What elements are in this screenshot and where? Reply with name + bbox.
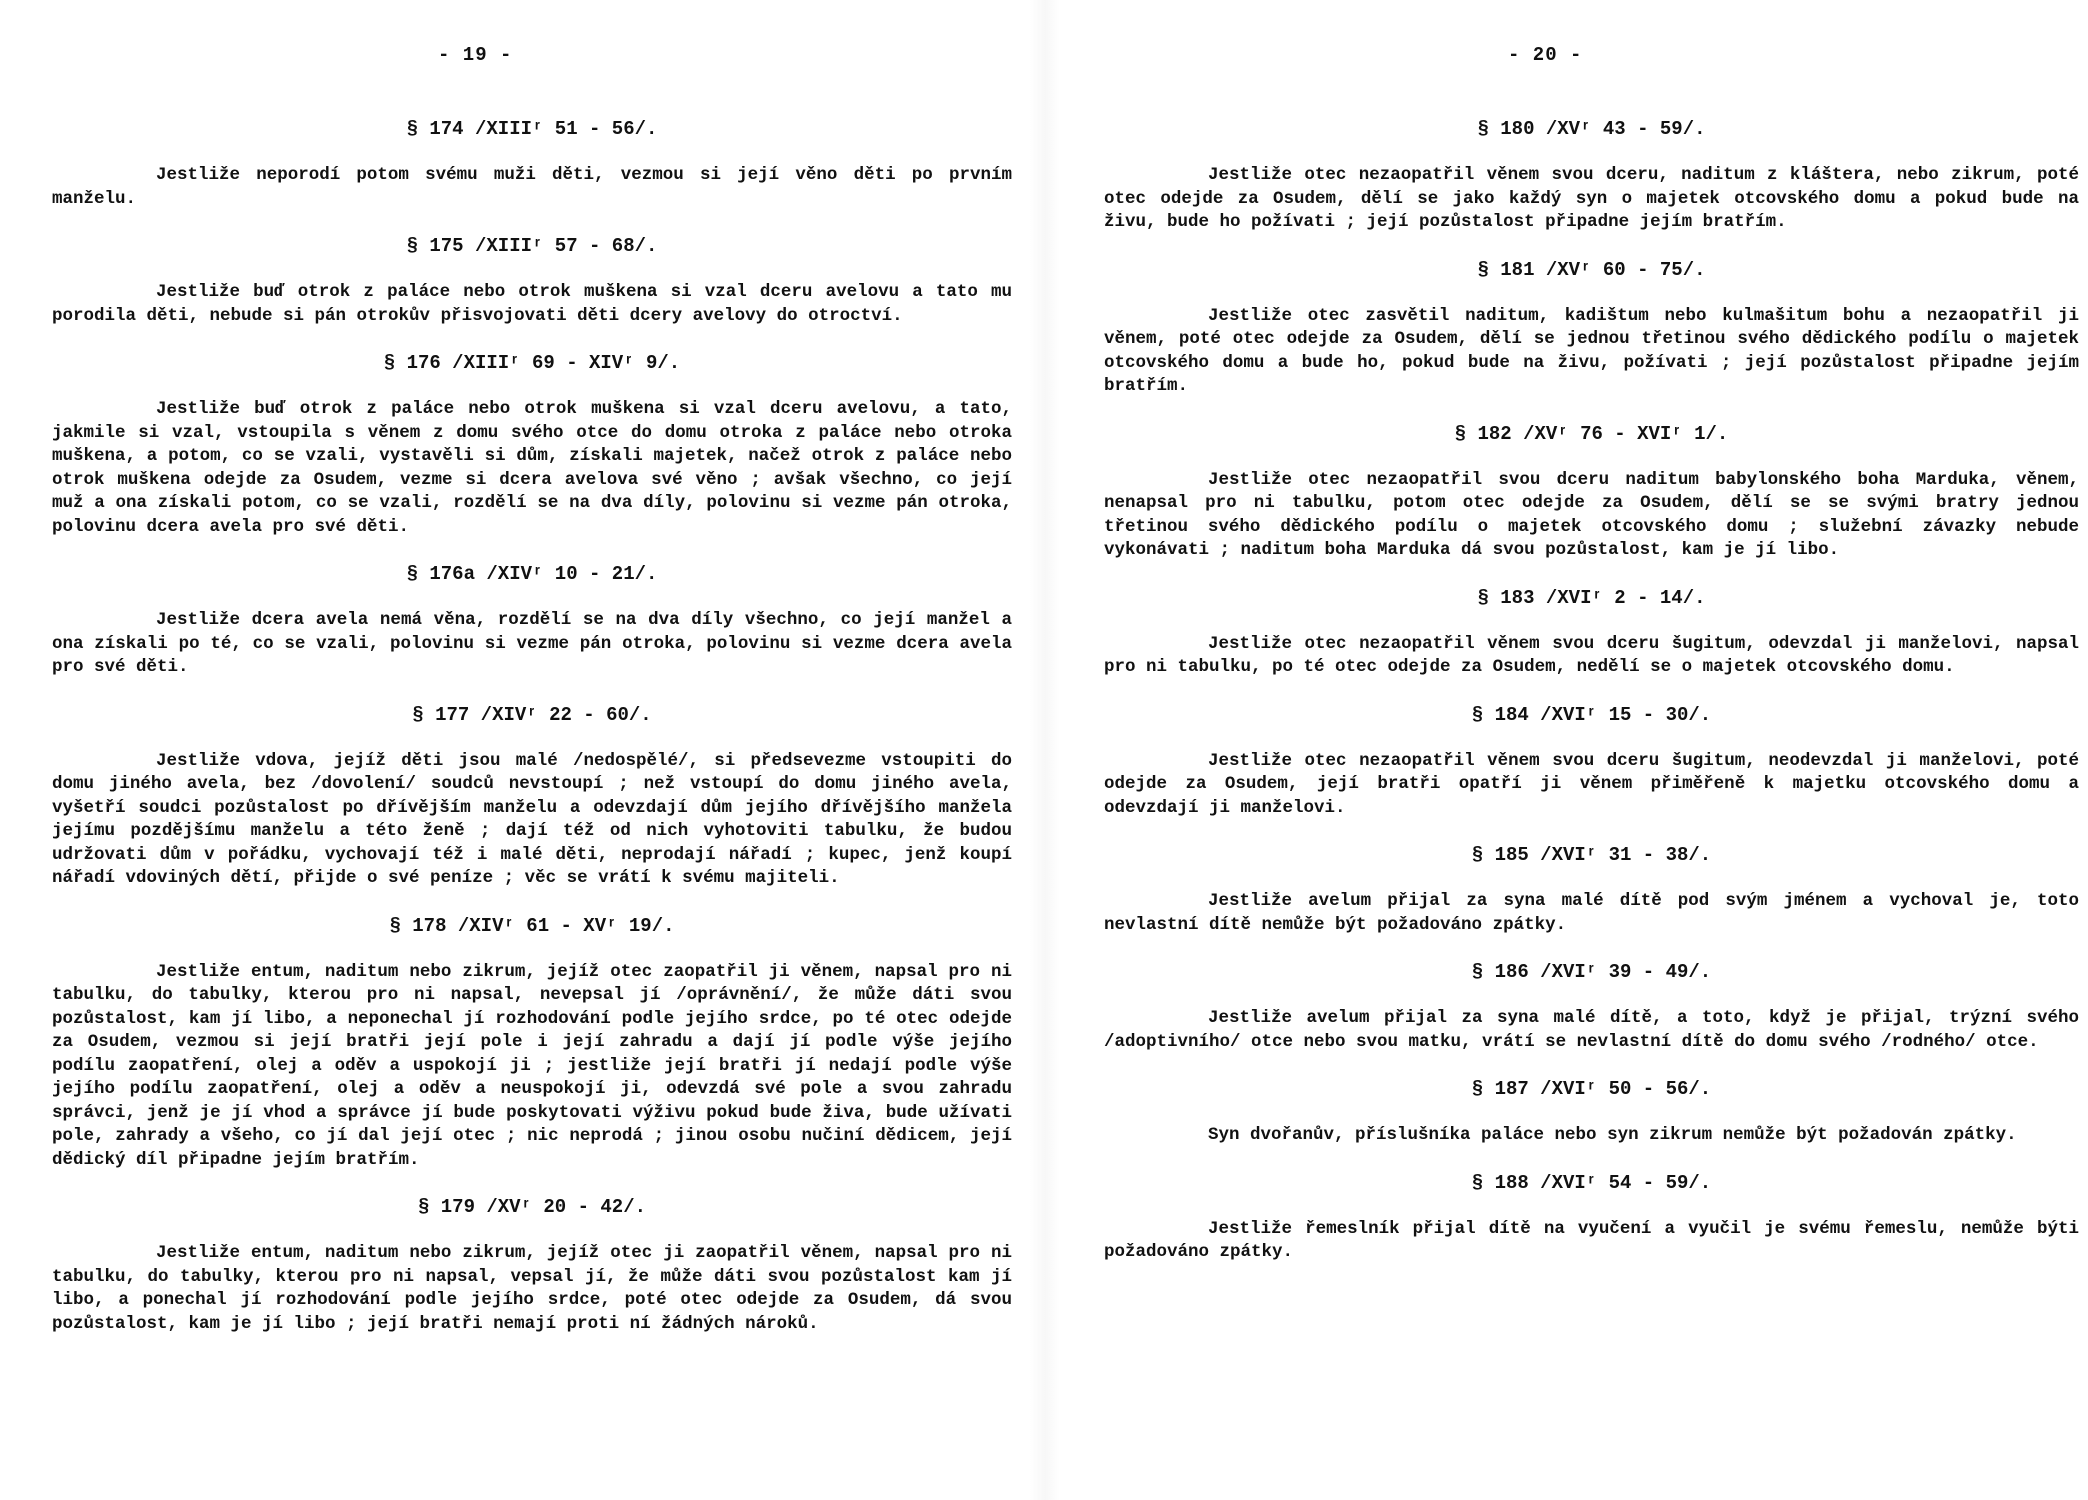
section-text-content: Jestliže entum, naditum nebo zikrum, jejíž otec zaopatřil ji věnem, napsal pro ni tabulku, do tabulky, kterou pro ni napsal, nevepsal jí /oprávnění/, že může dáti svou pozůstalost, kam jí libo, a neponechal jí rozhodování podle jejího srdce, po té otec odejde za Osudem, vezmou si její bratři její pole i její zahradu a dají jí podle výše jejího podílu zaopatření, olej a oděv a uspokojí ji ; jestliže její bratři jí nedají podle výše jejího podílu zaopatření, olej a oděv a neuspokojí ji, odevzdá své pole a svou zahradu správci, jenž je jí vhod a správce jí bude poskytovati výživu pokud bude živa, bude užívati pole, zahrady a všeho, co jí dal její otec ; nic neprodá ; jinou osobu nučiní dědicem, její dědický díl připadne jejím bratřím.: [52, 961, 1012, 1170]
page-content: [1104, 116, 2079, 1287]
section-heading: § 174 /XIIIʳ 51 - 56/.: [406, 118, 658, 140]
right-page: [1060, 0, 2088, 1500]
section-text: [52, 609, 1012, 680]
section-text-content: Jestliže řemeslník přijal dítě na vyučení a vyučil je svému řemeslu, nemůže býti požadováno zpátky.: [1104, 1218, 2079, 1262]
section-heading: § 187 /XVIʳ 50 - 56/.: [1471, 1078, 1712, 1100]
section-heading: § 180 /XVʳ 43 - 59/.: [1477, 118, 1706, 140]
section-text-content: Jestliže avelum přijal za syna malé dítě pod svým jménem a vychoval je, toto nevlastní dítě nemůže být požadováno zpátky.: [1104, 891, 2079, 935]
section-text-content: Jestliže entum, naditum nebo zikrum, jejíž otec ji zaopatřil věnem, napsal pro ni tabulku, do tabulky, kterou pro ni napsal, vepsal jí, že může dáti svou pozůstalost kam jí libo, a ponechal jí rozhodování podle jejího srdce, poté otec odejde za Osudem, dá svou pozůstalost, kam je jí libo ; její bratři nemají proti ní žádných nároků.: [52, 1243, 1012, 1334]
section-text-content: Jestliže avelum přijal za syna malé dítě, a toto, když je přijal, trýzní svého /adoptivního/ otce nebo svou matku, vrátí se nevlastní dítě do domu svého /rodného/ otce.: [1104, 1008, 2079, 1052]
section-heading: § 183 /XVIʳ 2 - 14/.: [1477, 586, 1706, 609]
section-text-content: Jestliže otec nezaopatřil věnem svou dceru šugitum, neodevzdal ji manželovi, poté odejde za Osudem, její bratři opatří ji věnem přiměřeně k majetku otcovského domu a odevzdají ji manželovi.: [1104, 750, 2079, 818]
section-heading: § 182 /XVʳ 76 - XVIʳ 1/.: [1454, 422, 1729, 445]
section-heading: § 176a /XIVʳ 10 - 21/.: [406, 563, 658, 585]
section-text: [52, 750, 1012, 891]
section-text: [1104, 1218, 2079, 1265]
section-text-content: Syn dvořanův, příslušníka paláce nebo syn zikrum nemůže být požadován zpátky.: [1208, 1125, 2017, 1145]
section-text: [52, 398, 1012, 539]
left-page: [0, 0, 1040, 1500]
section-heading: § 181 /XVʳ 60 - 75/.: [1477, 258, 1706, 281]
section-text: [52, 1242, 1012, 1336]
section-heading: § 175 /XIIIʳ 57 - 68/.: [406, 235, 658, 257]
section-heading: § 185 /XVIʳ 31 - 38/.: [1471, 844, 1712, 866]
section-text: [1104, 305, 2079, 399]
section-heading: § 176 /XIIIʳ 69 - XIVʳ 9/.: [383, 352, 681, 374]
page-number: - 19 -: [438, 44, 513, 66]
section-heading: § 186 /XVIʳ 39 - 49/.: [1471, 961, 1712, 983]
section-text-content: Jestliže vdova, jejíž děti jsou malé /nedospělé/, si předsevezme vstoupiti do domu jiného avela, bez /dovolení/ soudců nevstoupí ; než vstoupí do domu jiného avela, vyšetří soudci pozůstalost po dřívějším manželu a odevzdají dům jejího dřívějšího manžela jejímu pozdějšímu manželu a této ženě ; dají též od nich vyhotoviti tabulku, že budou udržovati dům v pořádku, vychovají též i malé děti, neprodají nářadí ; kupec, jenž koupí nářadí vdoviných dětí, přijde o své peníze ; věc se vrátí k svému majiteli.: [52, 750, 1012, 888]
section-heading: § 188 /XVIʳ 54 - 59/.: [1471, 1171, 1712, 1194]
section-text: [1104, 890, 2079, 937]
section-text-content: Jestliže buď otrok z paláce nebo otrok muškena si vzal dceru avelovu a tato mu porodila děti, nebude si pán otrokův přisvojovati děti dcery avelovy do otroctví.: [52, 282, 1012, 326]
page-gutter: [1030, 0, 1060, 1500]
section-text: [52, 281, 1012, 328]
section-text-content: Jestliže buď otrok z paláce nebo otrok muškena si vzal dceru avelovu, a tato, jakmile si vzal, vstoupila s věnem z domu svého otce do domu otroka z paláce nebo otroka muškena, a potom, co se vzali, vystavěli si dům, získali majetek, načež otrok z paláce nebo otrok muškena odejde za Osudem, vezme si dcera avelova své věno ; avšak všechno, co její muž a ona získali potom, co se vzali, rozdělí se na dva díly, polovinu si vezme pán otroka, polovinu dcera avela pro své děti.: [52, 399, 1012, 537]
section-heading: § 184 /XVIʳ 15 - 30/.: [1471, 703, 1712, 726]
page-content: [52, 116, 1012, 1358]
section-heading: § 179 /XVʳ 20 - 42/.: [417, 1196, 647, 1218]
section-text: [1104, 750, 2079, 821]
page-number: - 20 -: [1508, 44, 1583, 66]
section-text-content: Jestliže otec nezaopatřil věnem svou dceru, naditum z kláštera, nebo zikrum, poté otec odejde za Osudem, dělí se jako každý syn o majetek otcovského domu a pokud bude na živu, bude ho požívati ; její pozůstalost připadne jejím bratřím.: [1104, 165, 2079, 232]
section-text: [1104, 469, 2079, 563]
section-text: [1104, 164, 2079, 235]
section-text: [1104, 1007, 2079, 1054]
section-text: [52, 164, 1012, 211]
section-text-content: Jestliže otec nezaopatřil svou dceru naditum babylonského boha Marduka, věnem, nenapsal pro ni tabulku, potom otec odejde za Osudem, dělí se se svými bratry jednou třetinou svého dědického podílu o majetek otcovského domu ; služební závazky nebude vykonávati ; naditum boha Marduka dá svou pozůstalost, kam je jí libo.: [1104, 469, 2079, 560]
section-text-content: Jestliže neporodí potom svému muži děti, vezmou si její věno děti po prvním manželu.: [52, 165, 1012, 209]
section-text-content: Jestliže dcera avela nemá věna, rozdělí se na dva díly všechno, co její manžel a ona získali po té, co se vzali, polovinu si vezme pán otroka, polovinu si vezme dcera avela pro své děti.: [52, 610, 1012, 677]
section-text-content: Jestliže otec nezaopatřil věnem svou dceru šugitum, odevzdal ji manželovi, napsal pro ni tabulku, po té otec odejde za Osudem, nedělí se o majetek otcovského domu.: [1104, 633, 2079, 677]
section-text-content: Jestliže otec zasvětil naditum, kadištum nebo kulmašitum bohu a nezaopatřil ji věnem, poté otec odejde za Osudem, dělí se jednou třetinou svého dědického podílu o majetek otcovského domu a bude ho, pokud bude na živu, požívati ; její pozůstalost připadne jejím bratřím.: [1104, 305, 2079, 396]
section-heading: § 177 /XIVʳ 22 - 60/.: [412, 703, 652, 726]
section-text: [1104, 633, 2079, 680]
section-heading: § 178 /XIVʳ 61 - XVʳ 19/.: [389, 914, 675, 937]
section-text: [1104, 1124, 2079, 1148]
section-text: [52, 961, 1012, 1173]
